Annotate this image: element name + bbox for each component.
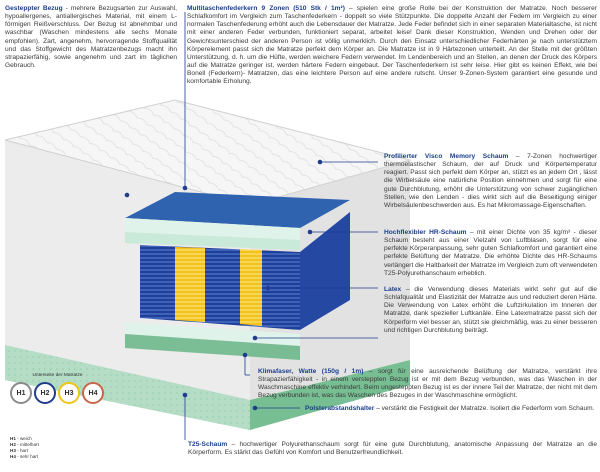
- spring-zone-yellow-2: [240, 249, 262, 326]
- callout-heading: Klimafaser, Watte (150g / 1m): [258, 368, 364, 375]
- callout-visco-memory: [384, 153, 597, 210]
- callout-multitaschenfederkern: [187, 5, 597, 87]
- callout-text: – spielen eine große Rolle bei der Konstruktion der Matratze. Noch besserer Schlafkomfort im Vergleich zum Taschenfederkern - doppelt so viele Stützpunkte. Die doppelte Anzahl der Federn im Vergleich zu einer normalen Taschenfederung erhöht auch die Lebensdauer der Matratze. Jede Feder befindet sich in einer separaten Materialtasche, ist nicht mit einer anderen Feder verbunden, funktioniert separat, arbeitet leise! Dank dieser Konstruktion, Wenden und Drehen oder der Gewichtsunterschied der anderen Person ist völlig unmerklich. Durch den Einsatz unterschiedlicher Federhärten je nach unterstütztem Körperelement passt sich die Matratze perfekt dem Körper an. Die Matratze ist in 9 Härtezonen unterteilt. An der Stelle mit der größten Unterstützung, d. h. um die Hüfte, werden weichere Federn verwendet. Im Lendenbereich und an Stellen, an denen der Druck des Körpers auf die Matratze geringer ist, werden härtere Federn eingebaut. Der Taschenfederkern ist sehr leise. Hier gibt es keinen Effekt, wie bei Bonell (Federkern)- Matratzen, das eine leichtere Person auf eine andere rutscht. Unser 9-Zonen-System garantiert eine gesunde und komfortable Erholung.: [187, 5, 597, 86]
- legend-desc: - hart: [15, 448, 28, 453]
- callout-text: - mehrere Bezugsarten zur Auswahl, hypoallergenes, antiallergisches Material, mit einem L-förmigen Reißverschluss. Der Bezug ist abnehmbar und waschbar (Waschen mindestens alle sechs Monate empfohlen). Zart, angenehm, hervorragende Stoffqualität und das Stoffgewicht des Matratzenbezugs macht ihn strapazierfähig, sowie angenehm und zart im täglichen Gebrauch.: [5, 5, 177, 70]
- callout-heading: Multitaschenfederkern 9 Zonen (510 Stk / 1m²): [187, 5, 345, 12]
- callout-heading: Gesteppter Bezug: [5, 5, 63, 12]
- spring-core: [140, 245, 300, 330]
- callout-gesteppter-bezug: [5, 5, 177, 70]
- hardness-legend-h4: [10, 454, 38, 460]
- hardness-ring-h3: [58, 382, 80, 404]
- callout-text: – sorgt für eine ausreichende Belüftung der Matratze, verstärkt ihre Strapazierfähigkeit - in einem versteppten Bezug ist er mit dem Bezug verbunden, was das Waschen in der Waschmaschine effektiv verhindert. Beim ungesteppten Bezug ist es der innere Teil der Matratze, der nicht mit dem Bezug verbunden ist, was das Waschen des Bezuges in der Waschmaschine ermöglicht.: [258, 368, 597, 400]
- callout-text: – die Verwendung dieses Materials wirkt sehr gut auf die Schlafqualität und Elastizität der Matratze aus und reduziert deren Härte. Die Verwendung von Latex erhöht die Luftzirkulation im Inneren der Matratze, dank spezieller Luftkanäle. Eine Latexmatratze passt sich der Körperform viel besser an, stützt sie gleichmäßig, was zu einer besseren und richtigen Durchblutung beiträgt.: [384, 286, 597, 334]
- legend-desc: - mittelhart: [15, 442, 39, 447]
- legend-desc: - sehr hart: [15, 454, 39, 459]
- legend-desc: - weich: [15, 436, 32, 441]
- callout-polsterabstandshalter: [305, 405, 597, 413]
- hardness-ring-h2: [34, 382, 56, 404]
- hardness-title: Unterseite der Matratze: [32, 373, 83, 378]
- callout-text: – hochwertiger Polyurethanschaum sorgt für eine gute Durchblutung, anatomische Anpassung der Matratze an die Körperform. Es stärkt das Gefühl von Komfort und Benutzerfreundlichkeit.: [188, 441, 597, 457]
- legend-code: H1: [10, 436, 16, 441]
- legend-code: H3: [10, 448, 16, 453]
- hardness-legend-h1: [10, 436, 32, 442]
- hardness-legend-h2: [10, 442, 39, 448]
- callout-heading: Latex: [384, 286, 402, 293]
- hardness-code: H1: [16, 389, 26, 397]
- callout-text: – mit einer Dichte von 35 kg/m³ - dieser Schaum besteht aus einer Vielzahl von Luftblasen, sorgt für eine perfekte Körperanpassung, sehr guten Schlafkomfort und garantiert eine perfekte Belüftung der Matratze. Die erhöhte Dichte des HR-Schaums verlängert die Haltbarkeit der Matratze im Vergleich zum oft verwendeten T25-Polyurethanschaum erheblich.: [384, 229, 597, 277]
- hardness-code: H4: [88, 389, 98, 397]
- callout-heading: Hochflexibler HR-Schaum: [384, 229, 467, 236]
- legend-code: H2: [10, 442, 16, 447]
- callout-text: – 7-Zonen hochwertiger thermoelastischer Schaum, der auf Druck und Körpertemperatur reagiert. Passt sich perfekt dem Körper an, stützt es an jedem Ort , lässt die Wirbelsäule eine natürliche Position einnehmen und sorgt für eine gute Durchblutung, erhöht die Unterstützung von schwer zugänglichen Stellen, wie den Lenden - dies wirkt sich auf die Beseitigung einiger Wirbelsäulenbeschwerden aus. Es hat Mikromassage-Eigenschaften.: [384, 153, 597, 209]
- callout-klimafaser: [258, 368, 597, 401]
- hardness-code: H2: [40, 389, 50, 397]
- callout-heading: Polsterabstandshalter: [305, 405, 375, 412]
- callout-latex: [384, 286, 597, 335]
- callout-heading: Profilierter Visco Memory Schaum: [384, 153, 509, 160]
- callout-t25-schaum: [188, 441, 597, 457]
- callout-text: – verstärkt die Festigkeit der Matratze. Isoliert die Federform vom Schaum.: [374, 405, 595, 412]
- hardness-ring-h1: [10, 382, 32, 404]
- callout-hr-schaum: [384, 229, 597, 278]
- hardness-legend-h3: [10, 448, 28, 454]
- hardness-ring-h4: [82, 382, 104, 404]
- spring-zone-yellow-1: [175, 247, 205, 322]
- legend-code: H4: [10, 454, 16, 459]
- callout-heading: T25-Schaum: [188, 441, 228, 448]
- hardness-code: H3: [64, 389, 74, 397]
